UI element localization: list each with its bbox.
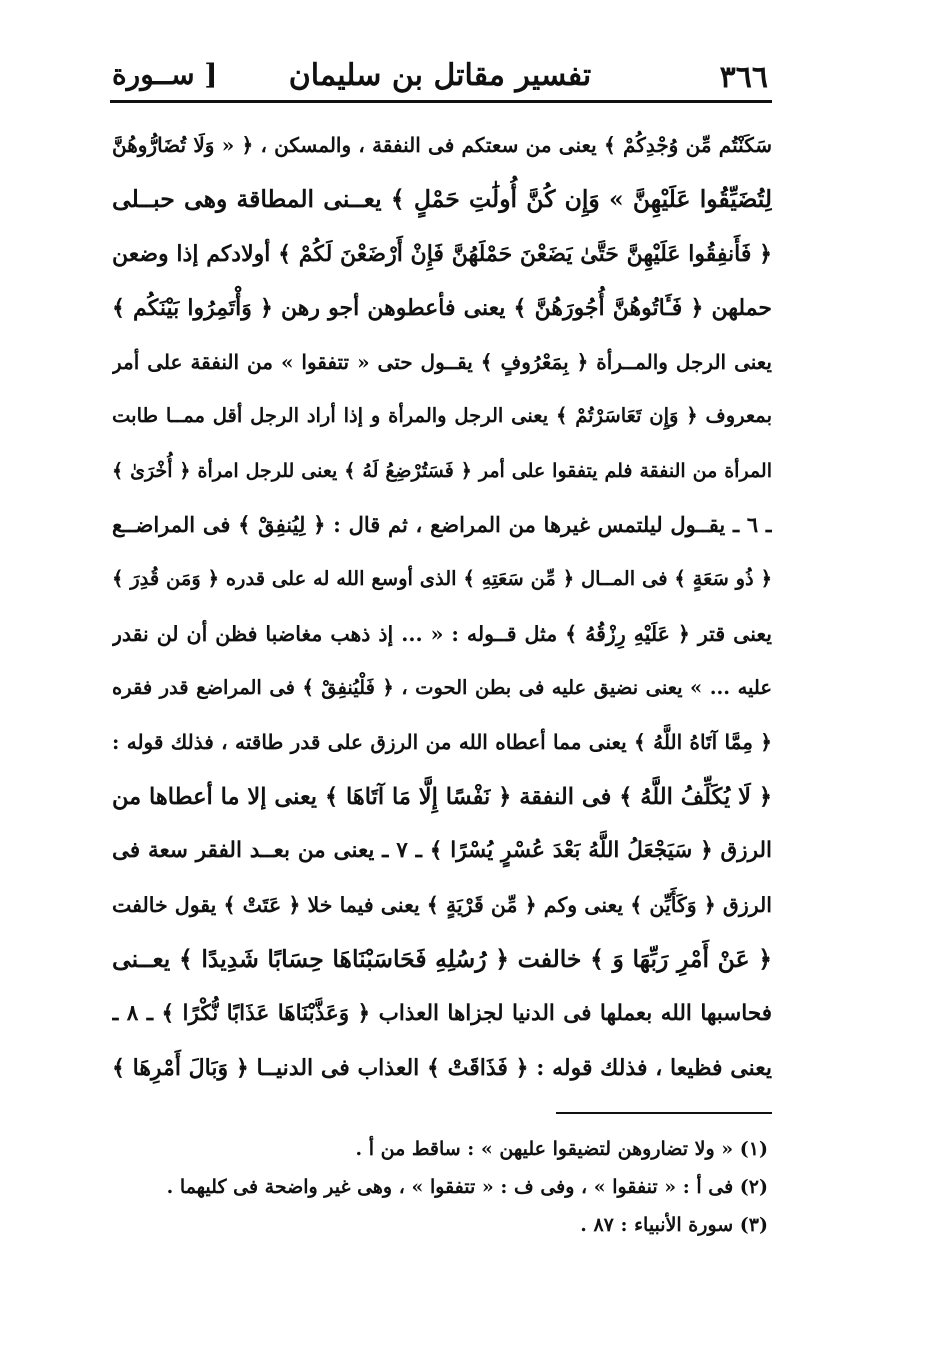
text-line: الرزق ﴿ سَيَجْعَلُ اللَّهُ بَعْدَ عُسْرٍ يُسْرًا ﴾ ـ ٧ ـ يعنى من بعــد الفقر سعة فى <box>112 837 772 863</box>
text-line: فحاسبها الله بعملها فى الدنيا لجزاها العذاب ﴿ وَعَذَّبْنَاهَا عَذَابًا نُّكْرًا ﴾ ـ ٨ ـ <box>112 1000 772 1026</box>
text-line: ﴿ عَنْ أَمْرِ رَبِّهَا وَ ﴾ خالفت ﴿ رُسُلِهِ فَحَاسَبْنَاهَا حِسَابًا شَدِيدًا ﴾ يعــنى <box>112 945 772 974</box>
text-line: سَكَنْتُم مِّن وُجْدِكُمْ ﴾ يعنى من سعتكم فى النفقة ، والمسكن ، ﴿ « وَلَا تُضَارُّوهُنَّ <box>112 133 772 157</box>
body-text <box>112 118 772 1095</box>
footnote-1: (١) « ولا تضاروهن لتضيقوا عليهن » : ساقط من أ . <box>355 1138 768 1160</box>
text-line: يعنى قتر ﴿ عَلَيْهِ رِزْقُهُ ﴾ مثل قــوله : « ... إذ ذهب مغاضبا فظن أن لن نقدر <box>112 621 772 646</box>
footnote-2: (٢) فى أ : « تنفقوا » ، وفى ف : « تتفقوا » ، وهى غير واضحة فى كليهما . <box>166 1176 768 1198</box>
text-line: المرأة من النفقة فلم يتفقوا على أمر ﴿ فَسَتُرْضِعُ لَهُ ﴾ يعنى للرجل امرأة ﴿ أُخْرَىٰ ﴾ <box>112 459 772 482</box>
footnotes <box>112 1130 768 1244</box>
header-divider <box>110 100 772 103</box>
text-line: ﴿ لَا يُكَلِّفُ اللَّهُ ﴾ فى النفقة ﴿ نَفْسًا إِلَّا مَا آتَاهَا ﴾ يعنى إلا ما أعطاها من <box>112 783 772 810</box>
text-line: ﴿ ذُو سَعَةٍ ﴾ فى المــال ﴿ مِّن سَعَتِهِ ﴾ الذى أوسع الله له على قدره ﴿ وَمَن قُدِرَ ﴾ <box>112 567 772 591</box>
footnote-divider <box>556 1112 772 1114</box>
text-line: ـ ٦ ـ يقــول ليلتمس غيرها من المراضع ، ثم قال : ﴿ لِيُنفِقْ ﴾ فى المراضــع <box>112 512 772 538</box>
text-line: ﴿ مِمَّا آتَاهُ اللَّهُ ﴾ يعنى مما أعطاه الله من الرزق على قدر طاقته ، فذلك قوله : <box>112 730 772 755</box>
section-label: [ ســورة <box>112 58 218 91</box>
text-line: ﴿ فَأَنفِقُوا عَلَيْهِنَّ حَتَّىٰ يَضَعْنَ حَمْلَهُنَّ فَإِنْ أَرْضَعْنَ لَكُمْ ﴾ أولادكم إذا وضعن <box>112 240 772 267</box>
text-line: عليه ... » يعنى نضيق عليه فى بطن الحوت ، ﴿ فَلْيُنفِقْ ﴾ فى المراضع قدر فقره <box>112 675 772 699</box>
text-line: لِتُضَيِّقُوا عَلَيْهِنَّ » وَإِن كُنَّ أُولَٰتِ حَمْلٍ ﴾ يعــنى المطاقة وهى حبــلى <box>112 185 772 214</box>
text-line: بمعروف ﴿ وَإِن تَعَاسَرْتُمْ ﴾ يعنى الرجل والمرأة و إذا أراد الرجل أقل ممــا طابت <box>112 404 772 428</box>
page-header <box>112 54 768 100</box>
text-line: حملهن ﴿ فَـَٔاتُوهُنَّ أُجُورَهُنَّ ﴾ يعنى فأعطوهن أجو رهن ﴿ وَأْتَمِرُوا بَيْنَكُم ﴾ <box>112 294 772 321</box>
text-line: يعنى الرجل والمــرأة ﴿ بِمَعْرُوفٍ ﴾ يقــول حتى « تتفقوا » من النفقة على أمر <box>112 350 772 375</box>
running-title: تفسير مقاتل بن سليمان <box>288 58 592 93</box>
footnote-3: (٣) سورة الأنبياء : ٨٧ . <box>580 1214 768 1236</box>
text-line: الرزق ﴿ وَكَأَيِّن ﴾ يعنى وكم ﴿ مِّن قَرْيَةٍ ﴾ يعنى فيما خلا ﴿ عَتَتْ ﴾ يقول خالفت <box>112 893 772 918</box>
text-line: يعنى فظيعا ، فذلك قوله : ﴿ فَذَاقَتْ ﴾ العذاب فى الدنيــا ﴿ وَبَالَ أَمْرِهَا ﴾ <box>112 1055 772 1082</box>
page-number: ٣٦٦ <box>719 60 768 95</box>
